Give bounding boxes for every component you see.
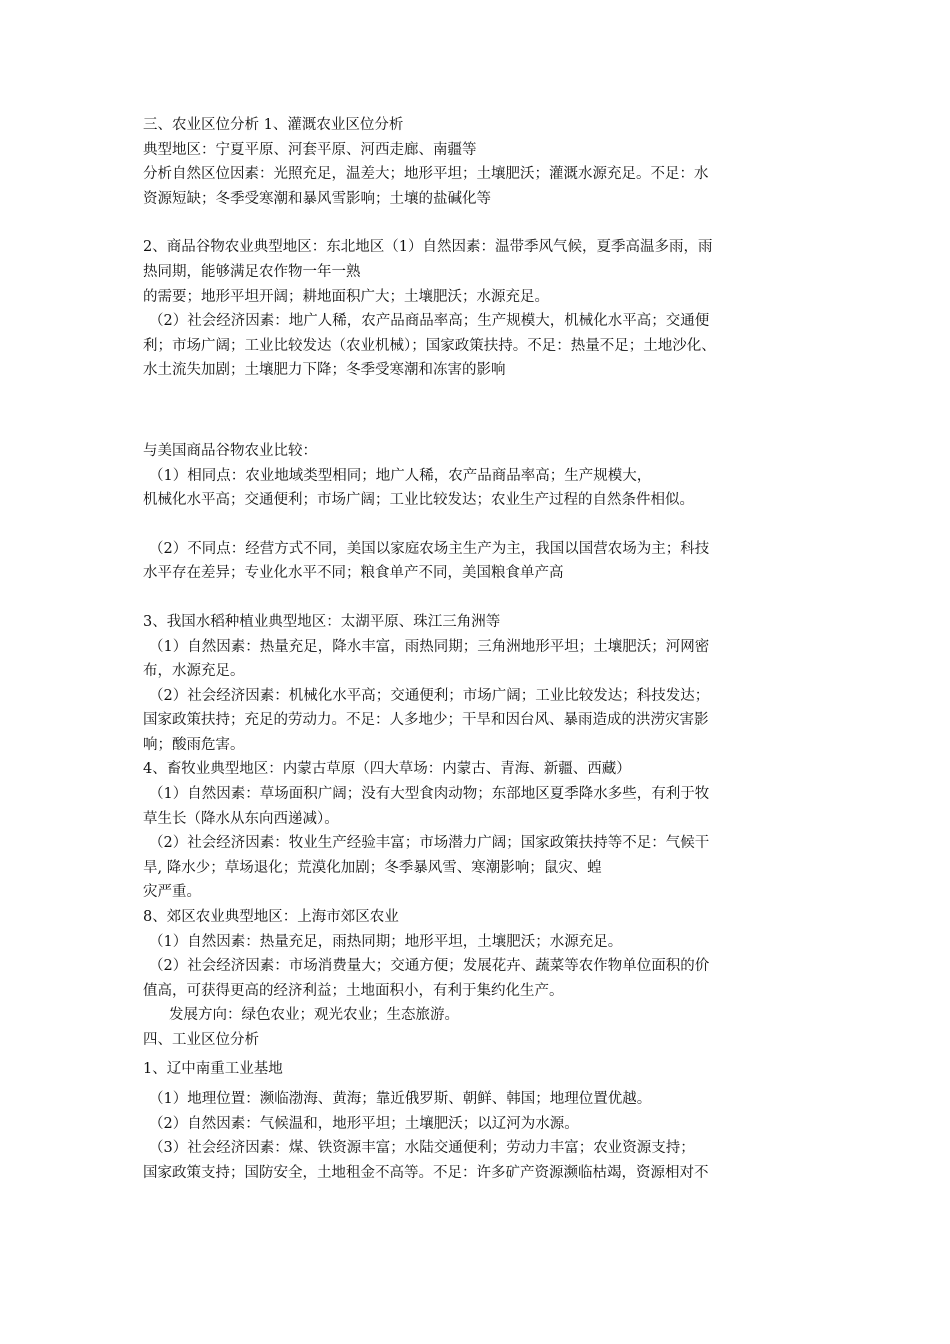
text-line: （1）自然因素：热量充足，降水丰富，雨热同期；三角洲地形平坦；土壤肥沃；河网密 — [149, 638, 710, 655]
text-line: （2）社会经济因素：市场消费量大；交通方便；发展花卉、蔬菜等农作物单位面积的价 — [149, 958, 710, 975]
text-line: 响；酸雨危害。 — [143, 736, 245, 753]
text-line: 分析自然区位因素：光照充足，温差大；地形平坦；土壤肥沃；灌溉水源充足。不足：水 — [143, 166, 709, 183]
text-line: 国家政策支持；国防安全，土地租金不高等。不足：许多矿产资源濒临枯竭，资源相对不 — [143, 1164, 709, 1181]
text-line: 发展方向：绿色农业；观光农业；生态旅游。 — [169, 1007, 459, 1024]
section-heading-industry: 四、工业区位分析 — [143, 1032, 259, 1048]
text-line: （1）相同点：农业地域类型相同；地广人稀，农产品商品率高；生产规模大， — [149, 467, 652, 484]
text-line: 布，水源充足。 — [143, 663, 245, 680]
paragraph-spacer — [143, 427, 811, 439]
text-line: 的需要；地形平坦开阔；耕地面积广大；土壤肥沃；水源充足。 — [143, 288, 549, 305]
paragraph-spacer — [143, 211, 811, 235]
subsection-heading-suburban: 8、郊区农业典型地区：上海市郊区农业 — [143, 909, 399, 926]
text-line: 值高，可获得更高的经济利益；土地面积小，有利于集约化生产。 — [143, 982, 564, 999]
paragraph-spacer — [143, 586, 811, 610]
text-line: （1）自然因素：草场面积广阔；没有大型食肉动物；东部地区夏季降水多些，有利于牧 — [149, 786, 710, 803]
subsection-heading-us-comparison: 与美国商品谷物农业比较： — [143, 442, 317, 459]
section-heading-agriculture: 三、农业区位分析 1、灌溉农业区位分析 — [143, 117, 404, 133]
text-line: 国家政策扶持；充足的劳动力。不足：人多地少；干旱和因台风、暴雨造成的洪涝灾害影 — [143, 712, 709, 729]
text-line: 资源短缺；冬季受寒潮和暴风雪影响；土壤的盐碱化等 — [143, 190, 491, 207]
text-line: （3）社会经济因素：煤、铁资源丰富；水陆交通便利；劳动力丰富；农业资源支持； — [149, 1140, 695, 1157]
subsection-heading-rice: 3、我国水稻种植业典型地区：太湖平原、珠江三角洲等 — [143, 613, 501, 630]
text-line: 水平存在差异；专业化水平不同；粮食单产不同，美国粮食单产高 — [143, 565, 564, 582]
subsection-heading-liaozhongnan: 1、辽中南重工业基地 — [143, 1060, 283, 1077]
text-line: （2）不同点：经营方式不同，美国以家庭农场主生产为主，我国以国营农场为主；科技 — [149, 540, 710, 557]
paragraph-spacer — [143, 383, 811, 427]
text-line: 典型地区：宁夏平原、河套平原、河西走廊、南疆等 — [143, 141, 477, 158]
text-line: （2）社会经济因素：地广人稀，农产品商品率高；生产规模大，机械化水平高；交通便 — [149, 313, 710, 330]
subsection-heading-livestock: 4、畜牧业典型地区：内蒙古草原（四大草场：内蒙古、青海、新疆、西藏） — [143, 761, 631, 778]
text-line: 热同期，能够满足农作物一年一熟 — [143, 263, 361, 280]
text-line: 机械化水平高；交通便利；市场广阔；工业比较发达；农业生产过程的自然条件相似。 — [143, 492, 694, 509]
text-line: 利；市场广阔；工业比较发达（农业机械）；国家政策扶持。不足：热量不足；土地沙化、 — [143, 337, 716, 354]
text-line: （2）自然因素：气候温和，地形平坦；土壤肥沃；以辽河为水源。 — [149, 1115, 579, 1132]
text-line: （1）自然因素：热量充足，雨热同期；地形平坦，土壤肥沃；水源充足。 — [149, 933, 623, 950]
text-line: 水土流失加剧；土壤肥力下降；冬季受寒潮和冻害的影响 — [143, 362, 506, 379]
text-line: （2）社会经济因素：机械化水平高；交通便利；市场广阔；工业比较发达；科技发达； — [149, 687, 710, 704]
subsection-heading-commercial-grain: 2、商品谷物农业典型地区：东北地区（1）自然因素：温带季风气候，夏季高温多雨，雨 — [143, 239, 713, 256]
text-line: 草生长（降水从东向西递减）。 — [143, 810, 339, 827]
text-line: 灾严重。 — [143, 884, 201, 901]
document-body — [143, 113, 811, 1186]
paragraph-spacer — [143, 513, 811, 537]
text-line: （1）地理位置：濒临渤海、黄海；靠近俄罗斯、朝鲜、韩国；地理位置优越。 — [149, 1091, 652, 1108]
text-line: （2）社会经济因素：牧业生产经验丰富；市场潜力广阔；国家政策扶持等不足：气候干 — [149, 835, 710, 852]
text-line: 旱, 降水少；草场退化；荒漠化加剧；冬季暴风雪、寒潮影响；鼠灾、蝗 — [143, 859, 602, 876]
